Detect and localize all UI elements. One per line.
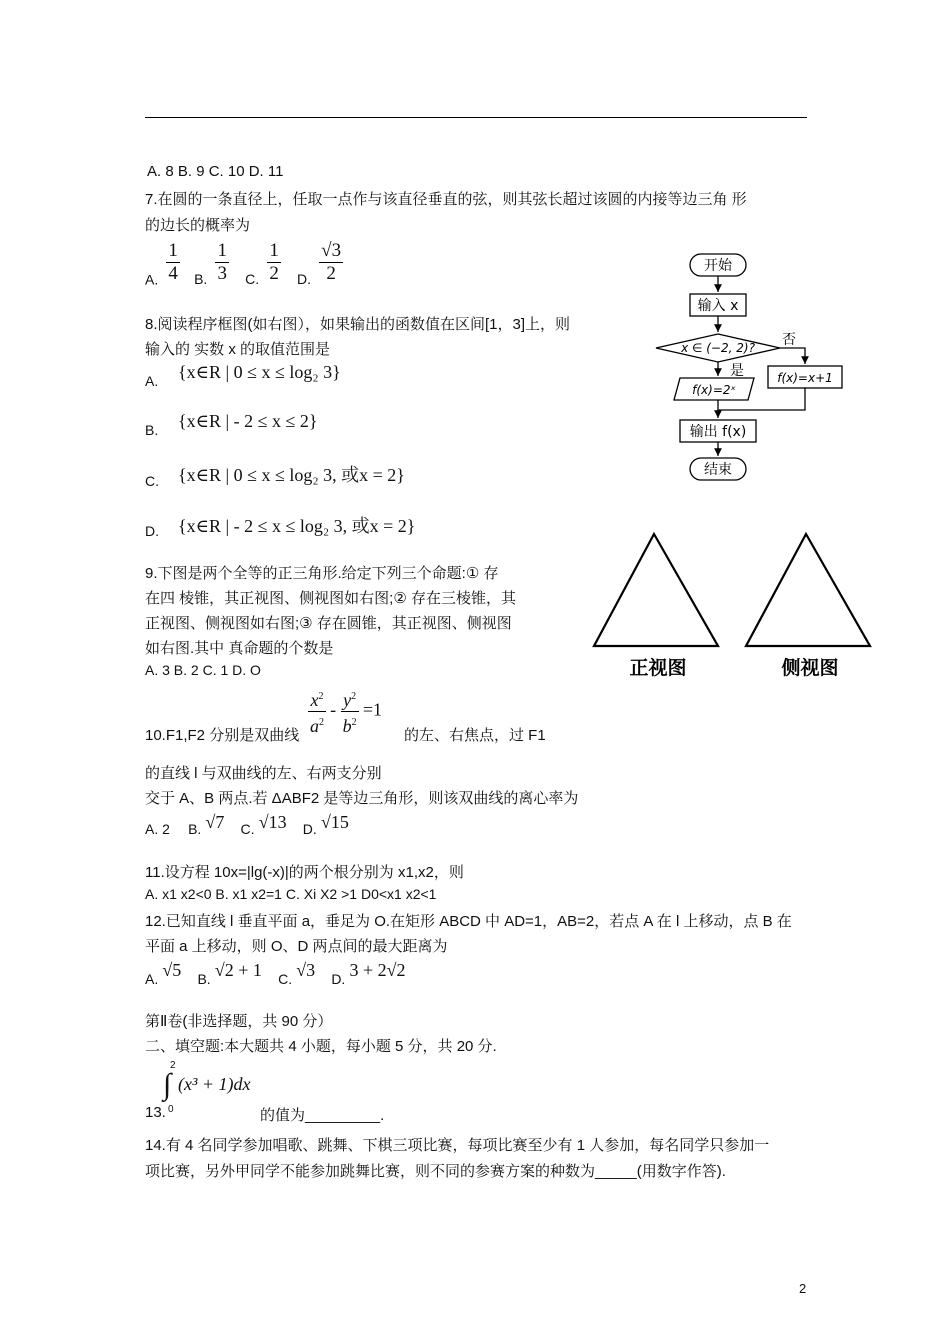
flowchart-end-label: 结束 [704, 462, 732, 478]
q8-option-b-label: B. [145, 422, 159, 438]
q8-option-a-expr: {x∈R | 0 ≤ x ≤ log₂ 3} [178, 362, 341, 382]
q8-line1: 8.阅读程序框图(如右图），如果输出的函数值在区间[1，3]上，则 [145, 316, 571, 333]
q13-integral-lower: 0 [168, 1104, 174, 1115]
q12-options: A. √5 B. √2 + 1 C. √3 D. 3 + 2√2 [145, 960, 406, 987]
page-number: 2 [799, 1281, 807, 1296]
q11-line1: 11.设方程 10x=|lg(-x)|的两个根分别为 x1,x2，则 [145, 864, 464, 881]
q7-line1: 7.在圆的一条直径上，任取一点作与该直径垂直的弦，则其弦长超过该圆的内接等边三角 形 [145, 191, 747, 208]
q13-integrand: (x³ + 1)dx [178, 1074, 251, 1094]
program-flowchart [650, 248, 850, 488]
hyperbola-equation: $\frac{x^2}{a^2}$ - $\frac{y^2}{b^2}$ =1 [308, 686, 382, 737]
q10-line3: 交于 A、B 两点.若 ΔABF2 是等边三角形，则该双曲线的离心率为 [145, 790, 579, 807]
q13-label: 13. [145, 1104, 166, 1121]
header-rule [145, 117, 807, 118]
flowchart-right-process-label: f(x)=x+1 [777, 371, 833, 385]
q12-line1: 12.已知直线 l 垂直平面 a，垂足为 O.在矩形 ABCD 中 AD=1，AB=2，若点 A 在 l 上移动，点 B 在 [145, 913, 792, 930]
flowchart-no-label: 否 [782, 332, 796, 348]
q13-integral-upper: 2 [170, 1060, 176, 1071]
q10-prefix: 10.F1,F2 分别是双曲线 [145, 727, 300, 744]
flowchart-output-label: 输出 f(x) [689, 424, 747, 440]
q7-line2: 的边长的概率为 [145, 217, 251, 234]
q7-option-a-fraction: $\frac{1}{4}$ [168, 240, 178, 284]
q8-option-c-label: C. [145, 473, 159, 489]
q14-line2: 项比赛，另外甲同学不能参加跳舞比赛，则不同的参赛方案的种数为_____(用数字作答). [145, 1163, 726, 1180]
q9-line2: 在四 棱锥，其正视图、侧视图如右图;② 存在三棱锥，其 [145, 590, 516, 607]
q7-option-b-fraction: $\frac{1}{3}$ [217, 240, 227, 284]
front-view-label: 正视图 [629, 657, 687, 679]
flowchart-yes-label: 是 [730, 363, 744, 379]
q7-option-d-fraction: $\frac{√3}{2}$ [321, 240, 342, 284]
q9-line3: 正视图、侧视图如右图;③ 存在圆锥，其正视图、侧视图 [145, 615, 512, 632]
q13-text: 的值为_________. [260, 1107, 385, 1124]
q9-options: A. 3 B. 2 C. 1 D. O [145, 662, 261, 678]
flowchart-decision-label: x ∈ (−2, 2)? [681, 341, 755, 355]
q8-option-a-label: A. [145, 373, 159, 389]
side-view-label: 侧视图 [781, 657, 839, 679]
q9-line4: 如右图.其中 真命题的个数是 [145, 640, 334, 657]
q10-line2: 的直线 l 与双曲线的左、右两支分别 [145, 765, 382, 782]
q11-options: A. x1 x2<0 B. x1 x2=1 C. Xi X2 >1 D0<x1 x2<1 [145, 886, 437, 902]
q14-line1: 14.有 4 名同学参加唱歌、跳舞、下棋三项比赛，每项比赛至少有 1 人参加，每名同学只参加一 [145, 1137, 770, 1154]
q10-options: A. 2 B. √7 C. √13 D. √15 [145, 812, 349, 837]
section2-title: 第Ⅱ卷(非选择题，共 90 分） [145, 1013, 333, 1030]
q8-option-d-label: D. [145, 523, 159, 539]
flowchart-input-label: 输入 x [697, 298, 739, 314]
q12-line2: 平面 a 上移动，则 O、D 两点间的最大距离为 [145, 938, 448, 955]
section2-heading: 二、填空题:本大题共 4 小题，每小题 5 分，共 20 分. [145, 1038, 497, 1055]
q7-options: A. $\frac{1}{4}$ B. $\frac{1}{3}$ C. $\frac{1}{2}$ D. $\frac{√3}{2}$ [145, 240, 342, 288]
q6-options: A. 8 B. 9 C. 10 D. 11 [147, 163, 284, 180]
front-view-triangle [594, 534, 718, 646]
q8-option-c-expr: {x∈R | 0 ≤ x ≤ log₂ 3, 或x = 2} [178, 465, 405, 485]
flowchart-left-process-label: f(x)=2ˣ [692, 383, 736, 397]
q8-option-b-expr: {x∈R | - 2 ≤ x ≤ 2} [178, 411, 318, 431]
views-figure [588, 528, 888, 688]
integral-sign: ∫ [163, 1068, 172, 1101]
q7-option-c-fraction: $\frac{1}{2}$ [269, 240, 279, 284]
flowchart-start-label: 开始 [704, 258, 732, 274]
q10-suffix: 的左、右焦点，过 F1 [404, 727, 546, 744]
q9-line1: 9.下图是两个全等的正三角形.给定下列三个命题:① 存 [145, 565, 499, 582]
q8-option-d-expr: {x∈R | - 2 ≤ x ≤ log₂ 3, 或x = 2} [178, 516, 416, 536]
side-view-triangle [746, 534, 870, 646]
q8-line2: 输入的 实数 x 的取值范围是 [145, 341, 331, 358]
